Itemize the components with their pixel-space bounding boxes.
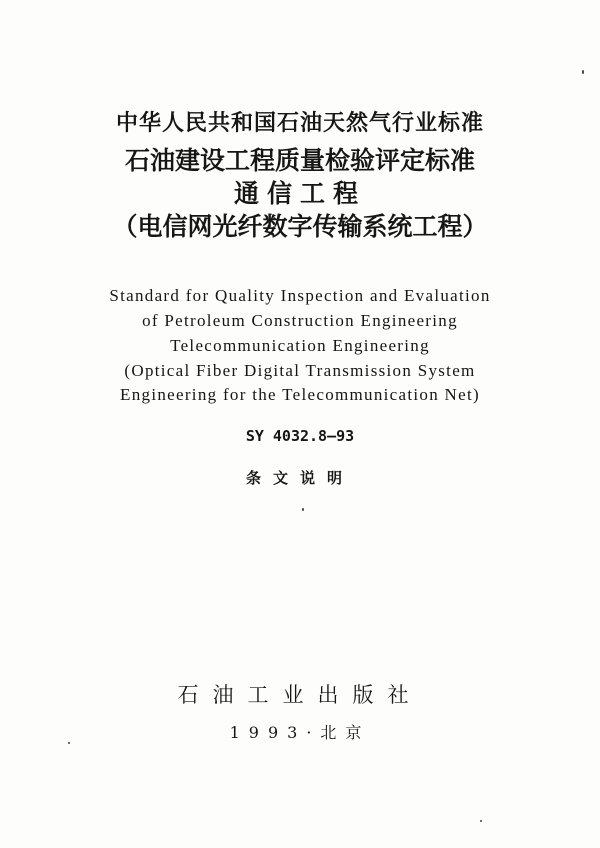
organization-heading: 中华人民共和国石油天然气行业标准 — [115, 110, 484, 136]
scan-speck — [68, 742, 70, 744]
subtitle: 条文说明 — [245, 469, 354, 487]
date-place: 1993·北京 — [229, 723, 371, 742]
scan-speck — [302, 508, 304, 511]
scan-speck — [480, 820, 482, 822]
standard-code: SY 4032.8—93 — [245, 427, 355, 445]
title-line-1: 石油建设工程质量检验评定标准 — [124, 146, 475, 175]
english-title-line: Telecommunication Engineering — [170, 336, 430, 355]
english-title-line: of Petroleum Construction Engineering — [142, 311, 458, 330]
publisher: 石油工业出版社 — [177, 683, 423, 707]
title-line-2: 通信工程 — [233, 179, 366, 208]
english-title-line: Standard for Quality Inspection and Evaluation — [109, 286, 491, 305]
title-line-3: （电信网光纤数字传输系统工程） — [112, 212, 488, 241]
english-title-line: Engineering for the Telecommunication Net) — [120, 385, 480, 404]
english-title-line: (Optical Fiber Digital Transmission System — [124, 361, 476, 380]
scan-speck — [582, 70, 584, 74]
